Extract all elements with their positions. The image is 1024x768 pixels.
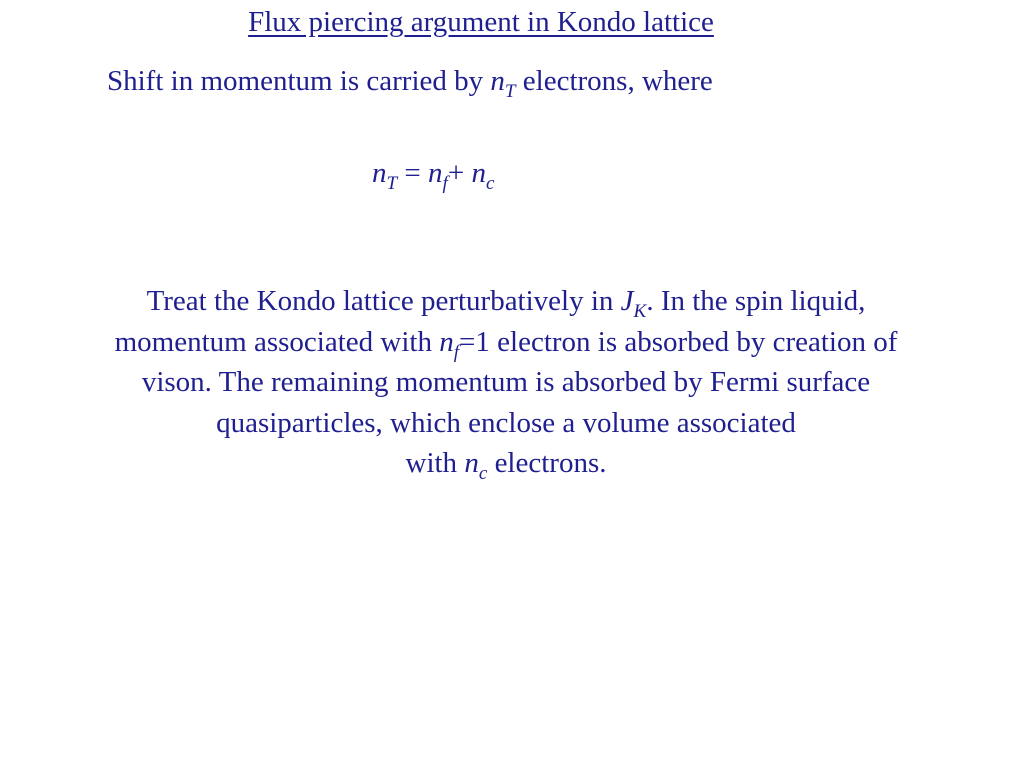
equation-term2-sub: c <box>485 173 495 195</box>
paragraph-line-4: quasiparticles, which enclose a volume associated <box>216 406 796 439</box>
paragraph-line-2 <box>38 322 974 363</box>
explanation-paragraph <box>38 281 974 484</box>
intro-text-after: electrons, where <box>515 65 713 97</box>
equation-lhs-var: n <box>372 157 387 189</box>
line2-text-before: momentum associated with <box>114 325 440 358</box>
paragraph-line-1 <box>38 281 974 322</box>
intro-line <box>107 61 713 101</box>
paragraph-line-3: vison. The remaining momentum is absorbed by Fermi surface <box>141 366 871 398</box>
line1-var-j: J <box>620 285 634 317</box>
line5-text-after: electrons. <box>487 447 607 479</box>
equation-term1-var: n <box>428 157 443 189</box>
equation-plus: + <box>447 157 472 189</box>
intro-sub-t: T <box>504 81 516 103</box>
intro-var-n: n <box>490 65 505 97</box>
equation-term1-sub: f <box>442 173 448 195</box>
line2-text-after: =1 electron is absorbed by creation of <box>459 325 898 358</box>
line1-text-after: . In the spin liquid, <box>646 285 866 317</box>
equation-lhs-sub: T <box>386 173 398 195</box>
slide-title <box>0 2 962 42</box>
intro-text-before: Shift in momentum is carried by <box>107 65 491 97</box>
paragraph-line-5 <box>38 443 974 484</box>
line5-text-before: with <box>405 447 465 479</box>
equation-term2-var: n <box>471 157 486 189</box>
line5-sub-c: c <box>478 463 488 485</box>
line1-text-before: Treat the Kondo lattice perturbatively in <box>146 285 621 317</box>
equation <box>372 153 494 193</box>
line5-var-n: n <box>464 447 479 479</box>
line2-sub-f: f <box>453 341 460 363</box>
equation-equals: = <box>397 157 428 189</box>
line1-sub-k: K <box>633 301 647 323</box>
line2-var-n: n <box>439 325 454 358</box>
title-text: Flux piercing argument in Kondo lattice <box>248 6 714 38</box>
